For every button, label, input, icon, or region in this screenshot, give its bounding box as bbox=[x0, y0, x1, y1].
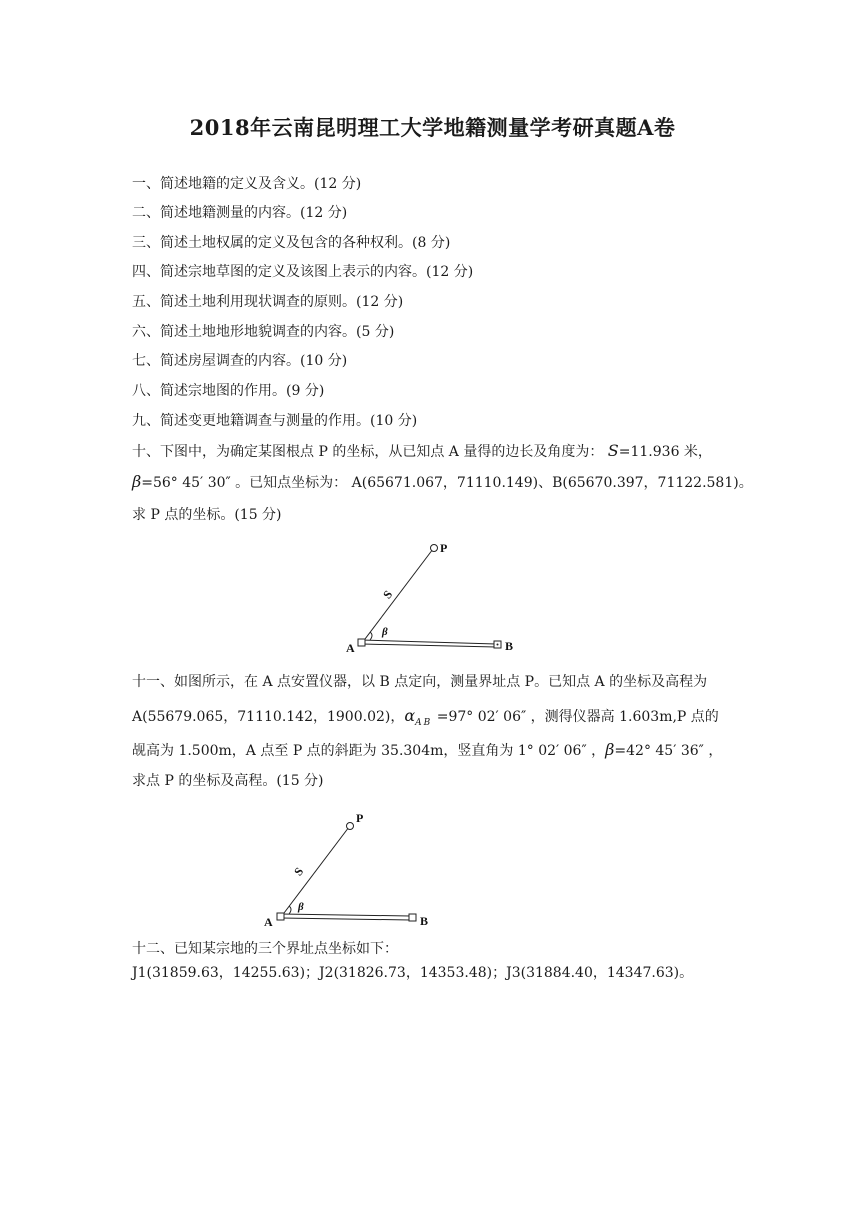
point-b-dot bbox=[497, 644, 499, 646]
label-beta: β bbox=[382, 626, 388, 638]
point-p-marker bbox=[431, 545, 438, 552]
line-ab-lower bbox=[362, 644, 496, 647]
point-b-marker-2 bbox=[409, 914, 416, 921]
label-a: A bbox=[346, 641, 355, 655]
point-a-marker bbox=[358, 639, 365, 646]
question-10-line-1 bbox=[132, 441, 712, 462]
page-title: 2018年云南昆明理工大学地籍测量学考研真题A卷 bbox=[189, 115, 676, 140]
label-beta-2: β bbox=[298, 901, 304, 913]
beta-arc-2 bbox=[289, 906, 291, 914]
question-11-line-3 bbox=[132, 740, 722, 761]
line-ab-upper-2 bbox=[281, 914, 410, 916]
question-9: 九、简述变更地籍调查与测量的作用。(10 分) bbox=[132, 413, 418, 429]
question-10-line-3: 求 P 点的坐标。(15 分) bbox=[132, 507, 282, 523]
question-1: 一、简述地籍的定义及含义。(12 分) bbox=[132, 176, 362, 192]
q10-text-a: 十、下图中，为确定某图根点 P 的坐标，从已知点 A 量得的边长及角度为： bbox=[132, 444, 604, 460]
s-symbol: S bbox=[607, 441, 619, 460]
question-6: 六、简述土地地形地貌调查的内容。(5 分) bbox=[132, 324, 395, 340]
q11-text-a: A(55679.065，71110.142，1900.02)， bbox=[132, 709, 405, 725]
label-p: P bbox=[440, 541, 448, 555]
label-s: S bbox=[380, 587, 396, 602]
question-4: 四、简述宗地草图的定义及该图上表示的内容。(12 分) bbox=[132, 264, 474, 280]
q11-text-b: =97° 02′ 06″ ，测得仪器高 1.603m,P 点的 bbox=[432, 709, 719, 725]
label-s-2: S bbox=[291, 864, 307, 879]
point-a-marker-2 bbox=[277, 913, 284, 920]
question-11-line-4: 求点 P 的坐标及高程。(15 分) bbox=[132, 773, 324, 789]
q10-text-c: =56° 45′ 30″ 。已知点坐标为： A(65671.067，71110.149)、B(65670.397，71122.581)。 bbox=[141, 475, 753, 491]
question-11-line-2 bbox=[132, 706, 719, 733]
question-7: 七、简述房屋调查的内容。(10 分) bbox=[132, 353, 348, 369]
question-8: 八、简述宗地图的作用。(9 分) bbox=[132, 383, 325, 399]
label-b: B bbox=[505, 639, 514, 653]
label-b-2: B bbox=[420, 914, 429, 928]
question-11-line-1: 十一、如图所示，在 A 点安置仪器，以 B 点定向，测量界址点 P。已知点 A 的坐标及高程为 bbox=[132, 674, 708, 690]
label-a-2: A bbox=[264, 915, 273, 929]
line-ap bbox=[362, 549, 433, 643]
beta-symbol: β bbox=[132, 472, 142, 491]
question-3: 三、简述土地权属的定义及包含的各种权利。(8 分) bbox=[132, 235, 451, 251]
line-ab-upper bbox=[362, 640, 496, 644]
beta-symbol-2: β bbox=[605, 740, 615, 759]
q11-text-d: =42° 45′ 36″ ， bbox=[614, 743, 723, 759]
question-10-line-2 bbox=[132, 472, 753, 493]
alpha-symbol: α bbox=[404, 706, 416, 725]
question-12-line-1: 十二、已知某宗地的三个界址点坐标如下： bbox=[132, 941, 398, 957]
alpha-subscript: AB bbox=[415, 718, 433, 728]
q10-text-b: =11.936 米， bbox=[618, 444, 712, 460]
figure-2 bbox=[258, 805, 448, 933]
question-12-line-2: J1(31859.63，14255.63)；J2(31826.73，14353.48)；J3(31884.40，14347.63)。 bbox=[132, 965, 694, 981]
beta-arc bbox=[370, 632, 372, 640]
point-p-marker-2 bbox=[347, 823, 354, 830]
q11-text-c: 觇高为 1.500m，A 点至 P 点的斜距为 35.304m，竖直角为 1° 02′ 06″ ， bbox=[132, 743, 606, 759]
question-2: 二、简述地籍测量的内容。(12 分) bbox=[132, 205, 348, 221]
question-5: 五、简述土地利用现状调查的原则。(12 分) bbox=[132, 294, 404, 310]
line-ap-2 bbox=[281, 827, 349, 917]
figure-1 bbox=[340, 535, 530, 660]
line-ab-lower-2 bbox=[281, 918, 410, 920]
label-p-2: P bbox=[356, 811, 364, 825]
